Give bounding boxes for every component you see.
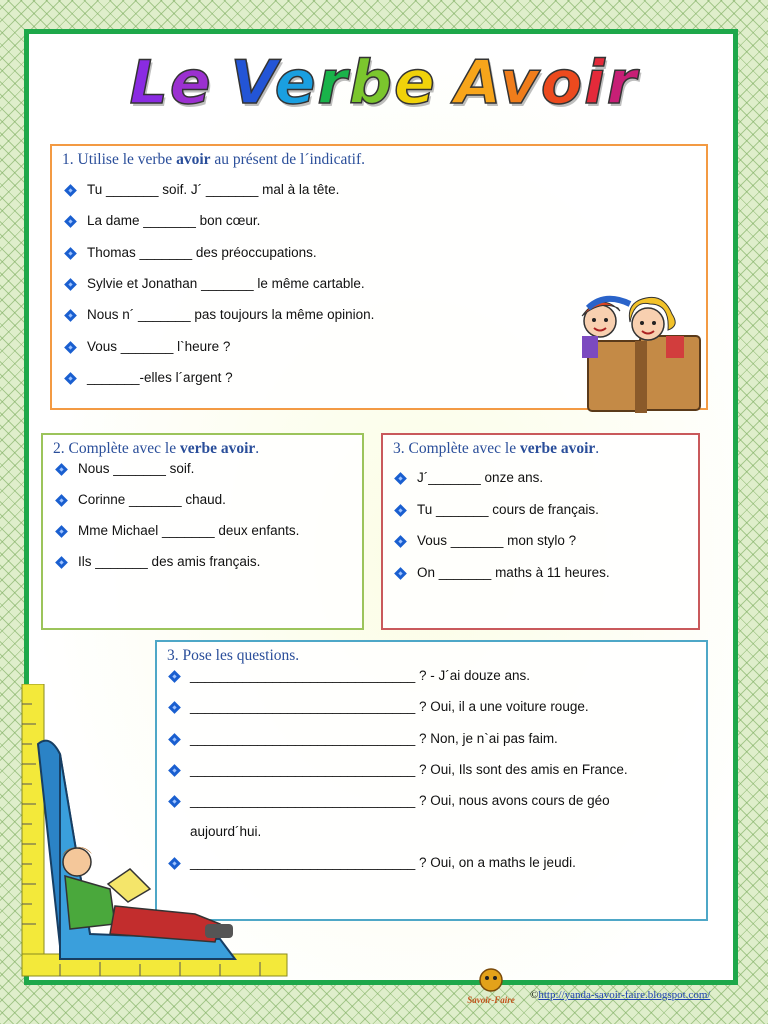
- title-letter: r: [317, 48, 349, 118]
- savoir-faire-logo: [458, 966, 524, 1006]
- boy-reading-ruler-illustration: [20, 684, 290, 984]
- title-letter: e: [169, 48, 213, 118]
- blog-link[interactable]: http://yanda-savoir-faire.blogspot.com/: [538, 989, 711, 1001]
- exercise-item[interactable]: Mme Michael _______ deux enfants.: [78, 523, 300, 538]
- exercise-item[interactable]: Sylvie et Jonathan _______ le même cartable.: [87, 275, 365, 291]
- question-item[interactable]: ______________________________ ? Oui, nous avons cours de géo: [190, 793, 610, 808]
- exercise-2-heading: 2. Complète avec le verbe avoir.: [53, 440, 260, 457]
- exercise-item[interactable]: Vous _______ l`heure ?: [87, 338, 231, 354]
- exercise-item[interactable]: Nous _______ soif.: [78, 461, 195, 476]
- exercise-item[interactable]: Tu _______ soif. J´ _______ mal à la tête.: [87, 182, 340, 197]
- exercise-item[interactable]: Nous n´ _______ pas toujours la même opinion.: [87, 307, 375, 323]
- title-letter: b: [348, 48, 394, 118]
- exercise-item[interactable]: Corinne _______ chaud.: [78, 492, 226, 507]
- exercise-4-heading: 3. Pose les questions.: [167, 647, 300, 664]
- copyright-credit: ©http://yanda-savoir-faire.blogspot.com/: [530, 989, 711, 1001]
- question-item[interactable]: ______________________________ ? Oui, on a maths le jeudi.: [190, 855, 576, 870]
- exercise-item[interactable]: Vous _______ mon stylo ?: [417, 533, 577, 548]
- exercise-item[interactable]: J´_______ onze ans.: [417, 470, 544, 485]
- title-letter: i: [584, 48, 607, 118]
- title-letter: v: [499, 48, 541, 118]
- title-letter: V: [230, 48, 275, 118]
- exercise-3-heading: 3. Complète avec le verbe avoir.: [393, 440, 600, 457]
- question-item[interactable]: ______________________________ ? Oui, il a une voiture rouge.: [190, 699, 589, 714]
- exercise-3-box: [381, 433, 700, 630]
- exercise-item[interactable]: Tu _______ cours de français.: [417, 501, 599, 517]
- question-item[interactable]: ______________________________ ? Oui, Ils sont des amis en France.: [190, 762, 628, 777]
- title-letter: o: [540, 48, 585, 118]
- exercise-4-continuation: aujourd´hui.: [190, 824, 262, 839]
- question-item[interactable]: ______________________________ ? Non, je n`ai pas faim.: [190, 731, 558, 746]
- title-letter: e: [393, 48, 437, 118]
- svg-text:Savoir-Faire: Savoir-Faire: [467, 995, 515, 1005]
- exercise-item[interactable]: Ils _______ des amis français.: [78, 554, 261, 569]
- exercise-item[interactable]: On _______ maths à 11 heures.: [417, 564, 610, 580]
- exercise-1-heading: 1. Utilise le verbe avoir au présent de l´indicatif.: [62, 151, 366, 168]
- page-title: [0, 48, 768, 118]
- question-item[interactable]: ______________________________ ? - J´ai douze ans.: [190, 668, 531, 683]
- exercise-item[interactable]: _______-elles l´argent ?: [87, 369, 233, 385]
- exercise-item[interactable]: Thomas _______ des préoccupations.: [87, 244, 317, 260]
- title-letter: A: [454, 48, 500, 118]
- kids-reading-illustration: [560, 286, 705, 421]
- title-letter: r: [606, 48, 639, 118]
- exercise-item[interactable]: La dame _______ bon cœur.: [87, 213, 261, 229]
- title-letter: L: [129, 48, 170, 118]
- title-letter: e: [274, 48, 318, 118]
